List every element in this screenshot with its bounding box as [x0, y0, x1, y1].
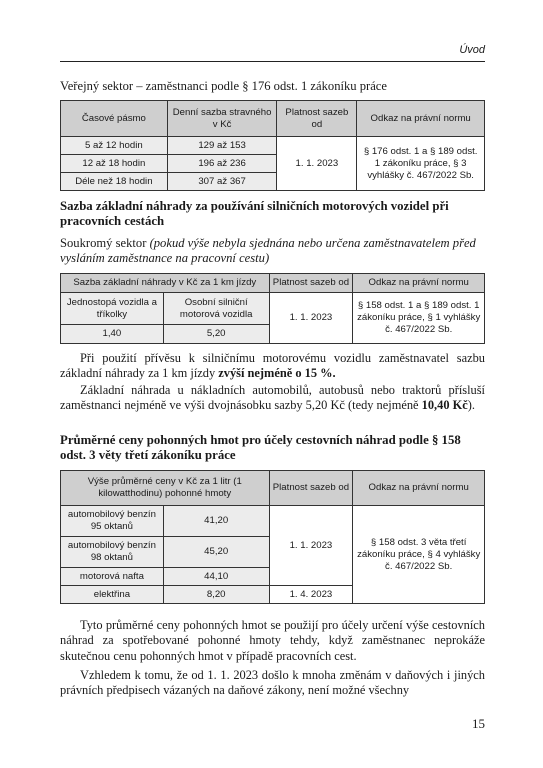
paragraph-fuel-prices: Tyto průměrné ceny pohonných hmot se použijí pro účely určení výše cestovních náhrad za spotřebované pohonné hmoty tehdy, když zaměstnanec neprokáže skutečnou cenu pohonných hmot v případě pracovních cest. [60, 618, 485, 663]
para1-text: Při použití přívěsu k silničnímu motorovému vozidlu zaměstnavatel sazbu základní náhrady za 1 km jízdy [60, 351, 485, 381]
table3-price: 45,20 [163, 537, 269, 568]
table3-legal-ref: § 158 odst. 3 věta třetí zákoníku práce, § 4 vyhlášky č. 467/2022 Sb. [353, 506, 485, 604]
table2-subheader: Osobní silniční motorová vozidla [163, 293, 269, 325]
table1-band: 5 až 12 hodin [61, 137, 168, 155]
para2-bold: 10,40 Kč [421, 398, 468, 413]
table3-fuel: automobilový benzín 98 oktanů [61, 537, 164, 568]
table1-band: Déle než 18 hodin [61, 173, 168, 191]
table-meal-allowance [60, 100, 485, 191]
table3-header-price: Výše průměrné ceny v Kč za 1 litr (1 kilowatthodinu) pohonné hmoty [61, 471, 270, 506]
table1-rate: 129 až 153 [167, 137, 277, 155]
table3-fuel: motorová nafta [61, 568, 164, 586]
section3-heading: Průměrné ceny pohonných hmot pro účely cestovních náhrad podle § 158 odst. 3 věty třetí zákoníku práce [60, 433, 461, 462]
table2-header-ref: Odkaz na právní normu [353, 274, 485, 293]
running-header: Úvod [459, 44, 485, 56]
table2-valid-from: 1. 1. 2023 [269, 293, 353, 344]
table1-legal-ref: § 176 odst. 1 a § 189 odst. 1 zákoníku práce, § 3 vyhlášky č. 467/2022 Sb. [357, 137, 485, 191]
table2-legal-ref: § 158 odst. 1 a § 189 odst. 1 zákoníku práce, § 1 vyhlášky č. 467/2022 Sb. [353, 293, 485, 344]
table3-fuel: elektřina [61, 586, 164, 604]
para2-text: Základní náhrada u nákladních automobilů, autobusů nebo traktorů přísluší zaměstnanci nejméně ve výši dvojnásobku sazby 5,20 Kč (tedy nejméně [60, 383, 485, 413]
table3-header-valid: Platnost sazeb od [269, 471, 353, 506]
paragraph-trailer [60, 351, 485, 382]
paragraph-changes: Vzhledem k tomu, že od 1. 1. 2023 došlo k mnoha změnám v daňových i jiných právních předpisech vázaných na daňové zákony, není možné všechny [60, 668, 485, 698]
table1-caption: Veřejný sektor – zaměstnanci podle § 176 odst. 1 zákoníku práce [60, 79, 387, 93]
table3-fuel: automobilový benzín 95 oktanů [61, 506, 164, 537]
table2-header-valid: Platnost sazeb od [269, 274, 353, 293]
header-rule [60, 61, 485, 62]
table3-price: 8,20 [163, 586, 269, 604]
intro-italic: (pokud výše nebyla sjednána nebo určena zaměstnavatelem před vysláním zaměstnance na pracovní cestu) [60, 236, 476, 265]
table1-header-band: Časové pásmo [61, 101, 168, 137]
table2-subheader: Jednostopá vozidla a tříkolky [61, 293, 164, 325]
paragraph-trucks [60, 383, 485, 414]
intro-normal: Soukromý sektor [60, 236, 150, 250]
table2-value: 1,40 [61, 325, 164, 344]
table1-header-valid: Platnost sazeb od [277, 101, 357, 137]
table1-valid-from: 1. 1. 2023 [277, 137, 357, 191]
para1-bold: zvýší nejméně o 15 %. [218, 366, 336, 381]
table3-header-ref: Odkaz na právní normu [353, 471, 485, 506]
table1-rate: 307 až 367 [167, 173, 277, 191]
para2-tail: ). [467, 398, 475, 413]
table1-rate: 196 až 236 [167, 155, 277, 173]
section2-intro [60, 236, 485, 266]
page-number: 15 [472, 716, 485, 731]
table3-valid-from: 1. 1. 2023 [269, 506, 353, 586]
table1-header-ref: Odkaz na právní normu [357, 101, 485, 137]
table-fuel-prices [60, 470, 485, 604]
table2-header-rate: Sazba základní náhrady v Kč za 1 km jízdy [61, 274, 270, 293]
table1-header-rate: Denní sazba stravného v Kč [167, 101, 277, 137]
table2-value: 5,20 [163, 325, 269, 344]
section2-heading: Sazba základní náhrady za používání silničních motorových vozidel při pracovních cestách [60, 199, 449, 228]
table3-price: 44,10 [163, 568, 269, 586]
table3-valid-from-electricity: 1. 4. 2023 [269, 586, 353, 604]
table-mileage-rate [60, 273, 485, 344]
table3-price: 41,20 [163, 506, 269, 537]
table1-band: 12 až 18 hodin [61, 155, 168, 173]
